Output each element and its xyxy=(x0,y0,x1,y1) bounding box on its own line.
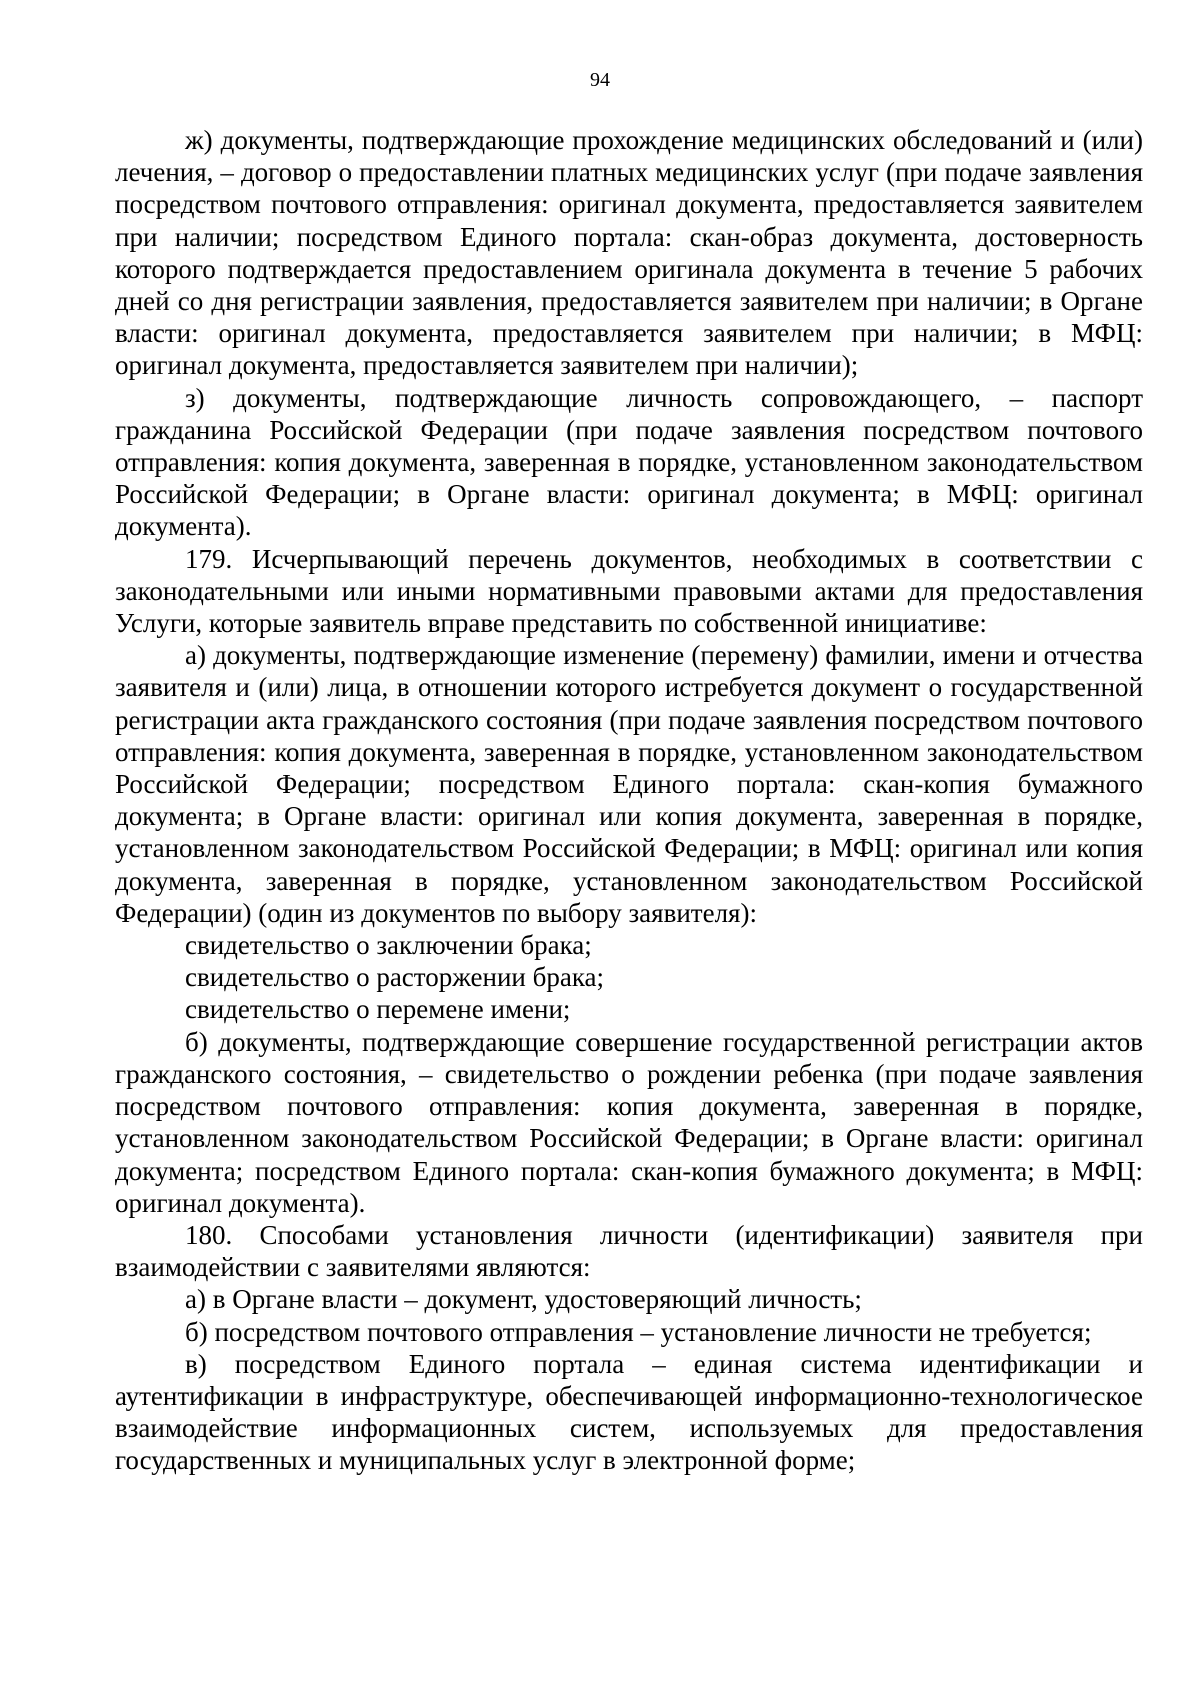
list-item-marriage-certificate: свидетельство о заключении брака; xyxy=(185,930,592,961)
page-number: 94 xyxy=(590,69,610,91)
document-body xyxy=(115,124,1143,1477)
paragraph-180: 180. Способами установления личности (идентификации) заявителя при взаимодействии с заявителями являются: xyxy=(115,1219,1143,1283)
list-item-name-change-certificate: свидетельство о перемене имени; xyxy=(185,994,571,1025)
paragraph-item-b: б) документы, подтверждающие совершение государственной регистрации актов гражданского состояния, – свидетельство о рождении ребенка (при подаче заявления посредством почтового отправления: копия документа, заверенная в порядке, установленном законодательством Российской Федерации; в Органе власти: оригинал документа; посредством Единого портала: скан-копия бумажного документа; в МФЦ: оригинал документа). xyxy=(115,1026,1143,1218)
paragraph-180-item-b: б) посредством почтового отправления – установление личности не требуется; xyxy=(185,1316,1092,1347)
paragraph-180-item-v: в) посредством Единого портала – единая система идентификации и аутентификации в инфраструктуре, обеспечивающей информационно-технологическое взаимодействие информационных систем, используемых для предоставления государственных и муниципальных услуг в электронной форме; xyxy=(115,1348,1143,1476)
paragraph-180-item-a: а) в Органе власти – документ, удостоверяющий личность; xyxy=(185,1284,862,1315)
paragraph-item-z: з) документы, подтверждающие личность сопровождающего, – паспорт гражданина Российской Федерации (при подаче заявления посредством почтового отправления: копия документа, заверенная в порядке, установленном законодательством Российской Федерации; в Органе власти: оригинал документа; в МФЦ: оригинал документа). xyxy=(115,382,1143,542)
paragraph-item-zh: ж) документы, подтверждающие прохождение медицинских обследований и (или) лечения, – договор о предоставлении платных медицинских услуг (при подаче заявления посредством почтового отправления: оригинал документа, предоставляется заявителем при наличии; посредством Единого портала: скан-образ документа, достоверность которого подтверждается предоставлением оригинала документа в течение 5 рабочих дней со дня регистрации заявления, предоставляется заявителем при наличии; в Органе власти: оригинал документа, предоставляется заявителем при наличии; в МФЦ: оригинал документа, предоставляется заявителем при наличии); xyxy=(115,125,1143,381)
paragraph-179: 179. Исчерпывающий перечень документов, необходимых в соответствии с законодательными или иными нормативными правовыми актами для предоставления Услуги, которые заявитель вправе представить по собственной инициативе: xyxy=(115,543,1143,639)
list-item-divorce-certificate: свидетельство о расторжении брака; xyxy=(185,962,605,993)
paragraph-item-a: а) документы, подтверждающие изменение (перемену) фамилии, имени и отчества заявителя и (или) лица, в отношении которого истребуется документ о государственной регистрации акта гражданского состояния (при подаче заявления посредством почтового отправления: копия документа, заверенная в порядке, установленном законодательством Российской Федерации; посредством Единого портала: скан-копия бумажного документа; в Органе власти: оригинал или копия документа, заверенная в порядке, установленном законодательством Российской Федерации; в МФЦ: оригинал или копия документа, заверенная в порядке, установленном законодательством Российской Федерации) (один из документов по выбору заявителя): xyxy=(115,640,1143,928)
